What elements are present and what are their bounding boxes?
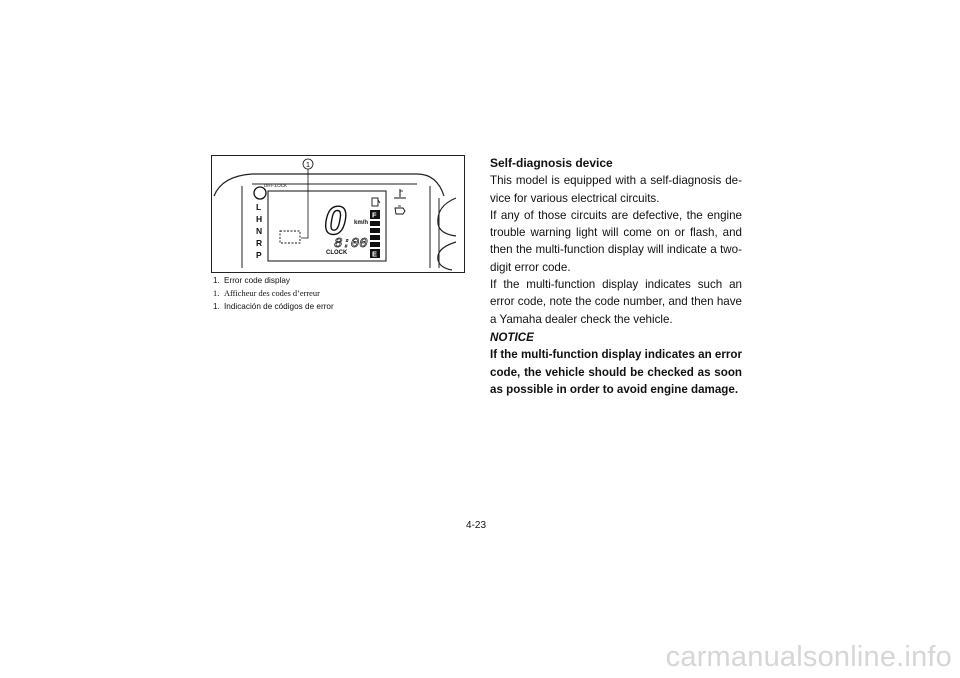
paragraph: If the multi-function display indicates such an error code, note the code number, and then have a Yamaha dealer check the vehicle. xyxy=(490,278,742,326)
section-heading: Self-diagnosis device xyxy=(490,156,613,170)
caption-french xyxy=(213,289,473,299)
gear-r: R xyxy=(256,238,263,248)
engine-trouble-warning-icon xyxy=(395,206,405,214)
notice-text: If the multi-function display indicates an error code, the vehicle should be checked as soon as possible in order to avoid engine damage. xyxy=(490,348,742,396)
fuel-gauge xyxy=(370,210,380,259)
notice-label: NOTICE xyxy=(490,330,534,344)
gear-p: P xyxy=(256,250,262,260)
caption-spanish xyxy=(213,302,473,312)
caption-number: 1. xyxy=(213,302,220,311)
figure-captions xyxy=(213,276,473,315)
error-code-box xyxy=(280,231,300,243)
clock-label: CLOCK xyxy=(326,250,348,256)
coolant-temperature-icon xyxy=(394,189,406,198)
gear-h: H xyxy=(256,214,263,224)
fuel-empty-label: E xyxy=(372,249,378,259)
caption-text: Indicación de códigos de error xyxy=(224,302,334,311)
diff-lock-label: DIFF.LOCK xyxy=(264,183,288,188)
gear-l: L xyxy=(256,202,262,212)
paragraph: This model is equipped with a self-diagnosis de-vice for various electrical circuits. xyxy=(490,174,742,205)
meter-drawing xyxy=(212,156,464,272)
speed-digit: 0 xyxy=(324,199,347,243)
speed-unit: km/h xyxy=(354,220,369,226)
caption-text: Afficheur des codes d’erreur xyxy=(224,289,320,298)
caption-number: 1. xyxy=(213,289,220,298)
instrument-cluster-illustration xyxy=(211,155,465,273)
body-column xyxy=(490,155,742,398)
fuel-full-label: F xyxy=(372,210,377,220)
caption-english xyxy=(213,276,473,286)
callout-line xyxy=(301,169,308,238)
fuel-pump-icon xyxy=(372,198,380,206)
callout-number: 1 xyxy=(305,160,311,169)
clock-digits: 8:00 xyxy=(334,236,368,252)
gear-n: N xyxy=(256,226,263,236)
paragraph: If any of those circuits are defective, the engine trouble warning light will come on or flash, and then the multi-function display will indicate a two-digit error code. xyxy=(490,208,742,274)
caption-text: Error code display xyxy=(224,276,290,285)
watermark-text: carmanualsonline.info xyxy=(665,641,952,673)
diff-lock-lamp xyxy=(254,187,266,199)
page-number: 4-23 xyxy=(466,520,487,531)
caption-number: 1. xyxy=(213,276,220,285)
